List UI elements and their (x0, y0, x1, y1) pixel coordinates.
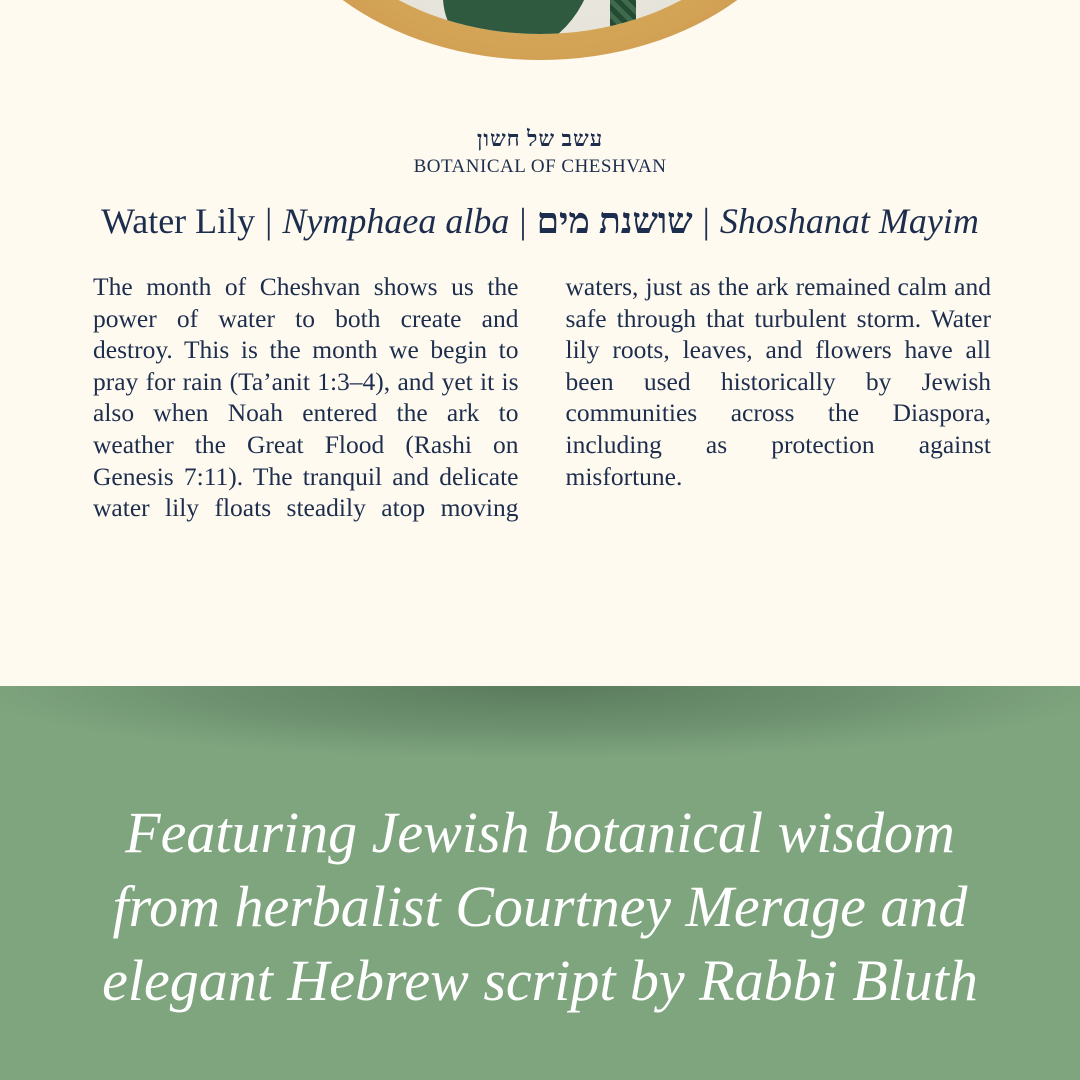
title-separator: | (519, 201, 527, 241)
water-lily-illustration (288, 0, 792, 34)
tagline-line: from herbalist Courtney Merage and (112, 874, 968, 939)
tagline (60, 796, 1020, 1018)
title-separator: | (702, 201, 710, 241)
english-subtitle: BOTANICAL OF CHESHVAN (413, 156, 667, 177)
leaf-graphic (427, 0, 610, 34)
hebrew-subtitle: עשב של חשון (476, 126, 604, 151)
transliterated-name: Shoshanat Mayim (719, 201, 979, 241)
plant-title (0, 200, 1080, 242)
promo-band (0, 686, 1080, 1080)
botanical-illustration-frame (258, 0, 822, 60)
hebrew-name: שושנת מים (536, 201, 693, 241)
description-text: The month of Cheshvan shows us the power of water to both create and destroy. This is the month we begin to pray for rain (Ta’anit 1:3–4), and yet it is also when Noah entered the ark to weather the Great Flood (Rashi on Genesis 7:11). The tranquil and delicate water lily floats steadily atop moving waters, just as the ark remained calm and safe through that turbulent storm. Water lily roots, leaves, and flowers have all been used historically by Jewish communities across the Diaspora, including as protection against misfortune. (93, 272, 991, 523)
common-name: Water Lily (101, 201, 256, 241)
band-shadow (0, 686, 1080, 756)
tagline-line: elegant Hebrew script by Rabbi Bluth (102, 948, 978, 1013)
tagline-line: Featuring Jewish botanical wisdom (125, 800, 955, 865)
title-separator: | (265, 201, 273, 241)
latin-name: Nymphaea alba (282, 201, 510, 241)
stem-graphic (610, 0, 636, 34)
